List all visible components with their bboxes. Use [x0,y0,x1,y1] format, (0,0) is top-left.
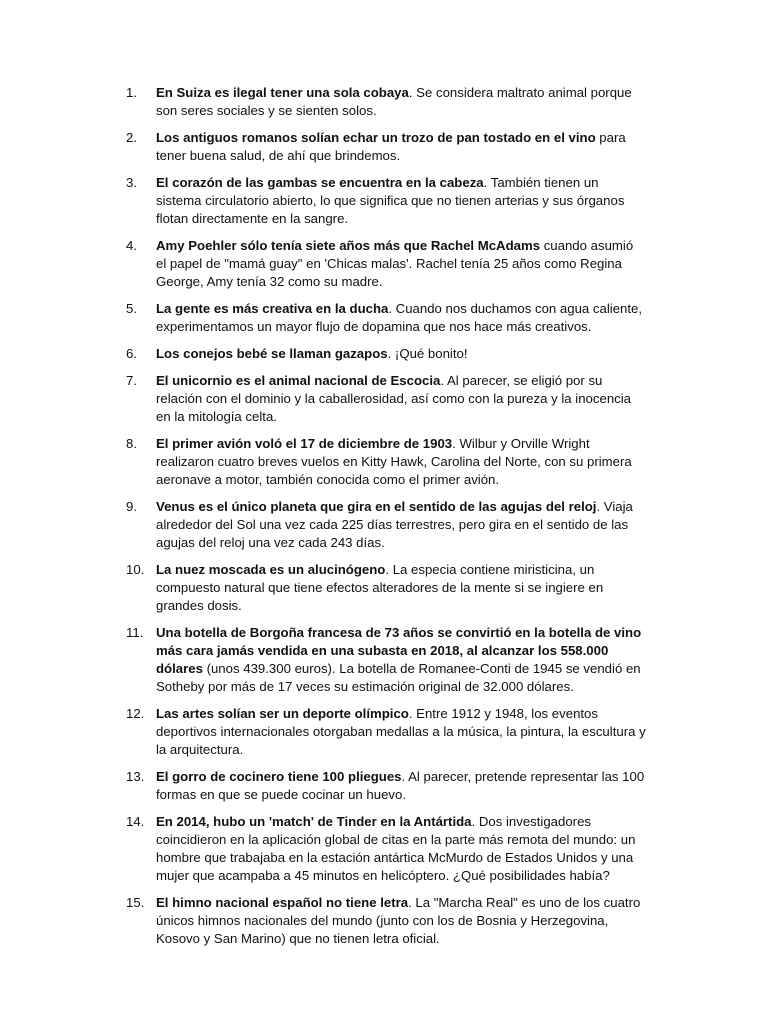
item-number: 5. [126,301,137,316]
item-number: 11. [126,625,144,640]
list-item [126,813,646,885]
item-text [156,768,646,804]
item-headline: Venus es el único planeta que gira en el sentido de las agujas del reloj [156,499,597,514]
item-text [156,705,646,759]
list-item [126,705,646,759]
item-headline: El corazón de las gambas se encuentra en la cabeza [156,175,484,190]
item-number: 3. [126,175,137,190]
item-body: . También tienen un sistema circulatorio abierto, lo que significa que no tienen arterias y sus órganos flotan directamente en la sangre. [156,175,625,226]
item-number: 4. [126,238,137,253]
item-text [156,84,646,120]
item-text [156,345,646,363]
item-text [156,894,646,948]
item-number: 10. [126,562,145,577]
item-headline: La nuez moscada es un alucinógeno [156,562,386,577]
item-text [156,813,646,885]
item-text [156,174,646,228]
list-item [126,372,646,426]
list-item [126,498,646,552]
item-text [156,372,646,426]
item-text [156,624,646,696]
item-text [156,300,646,336]
item-headline: Amy Poehler sólo tenía siete años más que Rachel McAdams [156,238,541,253]
item-headline: El primer avión voló el 17 de diciembre de 1903 [156,436,453,451]
item-body: . Dos investigadores coincidieron en la aplicación global de citas en la parte más remota del mundo: un hombre que trabajaba en la estación antártica McMurdo de Estados Unidos y una mujer que acampaba a 45 minutos en helicóptero. ¿Qué posibilidades había? [156,814,636,883]
facts-list [126,84,646,957]
item-body: cuando asumió el papel de "mamá guay" en 'Chicas malas'. Rachel tenía 25 años como Regina George, Amy tenía 32 como su madre. [156,238,634,289]
item-number: 12. [126,706,145,721]
list-item [126,345,646,363]
list-item [126,435,646,489]
item-text [156,237,646,291]
list-item [126,300,646,336]
list-item [126,84,646,120]
item-number: 15. [126,895,145,910]
item-number: 2. [126,130,137,145]
item-text [156,561,646,615]
item-body: . La especia contiene miristicina, un compuesto natural que tiene efectos alteradores de la mente si se ingiere en grandes dosis. [156,562,604,613]
item-headline: El unicornio es el animal nacional de Escocia [156,373,441,388]
item-headline: En Suiza es ilegal tener una sola cobaya [156,85,409,100]
item-body: . Al parecer, se eligió por su relación con el dominio y la caballerosidad, así como con la pureza y la inocencia en la mitología celta. [156,373,632,424]
item-number: 6. [126,346,137,361]
item-headline: La gente es más creativa en la ducha [156,301,389,316]
item-body: para tener buena salud, de ahí que brindemos. [156,130,626,163]
item-headline: El himno nacional español no tiene letra [156,895,409,910]
item-headline: Una botella de Borgoña francesa de 73 años se convirtió en la botella de vino más cara jamás vendida en una subasta en 2018, al alcanzar los 558.000 dólares [156,625,642,676]
list-item [126,561,646,615]
item-headline: En 2014, hubo un 'match' de Tinder en la Antártida [156,814,472,829]
item-body: . Se considera maltrato animal porque son seres sociales y se sienten solos. [156,85,632,118]
list-item [126,174,646,228]
item-headline: El gorro de cocinero tiene 100 pliegues [156,769,402,784]
item-text [156,129,646,165]
item-text [156,498,646,552]
list-item [126,129,646,165]
list-item [126,894,646,948]
item-headline: Los antiguos romanos solían echar un trozo de pan tostado en el vino [156,130,596,145]
item-body: (unos 439.300 euros). La botella de Romanee-Conti de 1945 se vendió en Sotheby por más de 17 veces su estimación original de 32.000 dólares. [156,661,641,694]
item-body: . Entre 1912 y 1948, los eventos deportivos internacionales otorgaban medallas a la música, la pintura, la escultura y la arquitectura. [156,706,646,757]
list-item [126,768,646,804]
item-number: 13. [126,769,145,784]
item-number: 14. [126,814,145,829]
item-body: . Al parecer, pretende representar las 100 formas en que se puede cocinar un huevo. [156,769,645,802]
item-body: . La "Marcha Real" es uno de los cuatro únicos himnos nacionales del mundo (junto con los de Bosnia y Herzegovina, Kosovo y San Marino) que no tienen letra oficial. [156,895,641,946]
item-number: 1. [126,85,137,100]
item-headline: Los conejos bebé se llaman gazapos [156,346,388,361]
item-number: 9. [126,499,137,514]
item-body: . Wilbur y Orville Wright realizaron cuatro breves vuelos en Kitty Hawk, Carolina del Norte, con su primera aeronave a motor, también conocida como el primer avión. [156,436,632,487]
item-headline: Las artes solían ser un deporte olímpico [156,706,409,721]
item-body: . ¡Qué bonito! [387,346,468,361]
item-body: . Viaja alrededor del Sol una vez cada 225 días terrestres, pero gira en el sentido de las agujas del reloj una vez cada 243 días. [156,499,633,550]
item-body: . Cuando nos duchamos con agua caliente, experimentamos un mayor flujo de dopamina que nos hace más creativos. [156,301,643,334]
item-number: 8. [126,436,137,451]
item-number: 7. [126,373,137,388]
list-item [126,237,646,291]
list-item [126,624,646,696]
item-text [156,435,646,489]
